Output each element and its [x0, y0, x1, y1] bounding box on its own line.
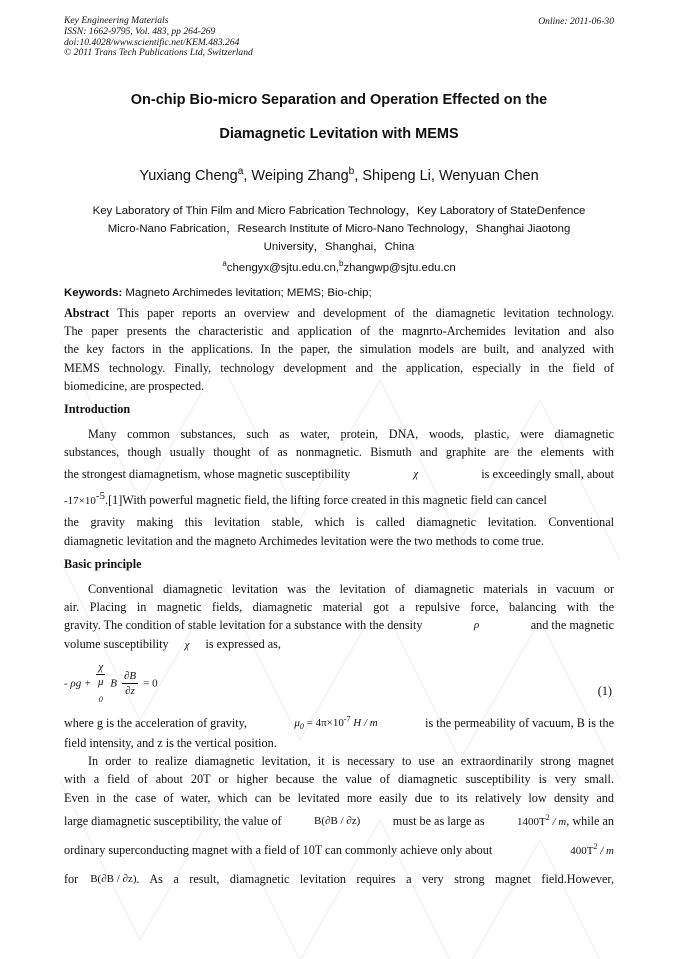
- equation-number: (1): [597, 684, 612, 698]
- author-emails: [64, 259, 614, 274]
- author-1: Yuxiang Cheng: [139, 168, 238, 184]
- basic-principle-body: [64, 580, 614, 653]
- intro-line-1: Many common substances, such as water, protein, DNA, woods, plastic, were diamagnetic: [88, 427, 614, 441]
- intro-line-6: diamagnetic levitation and the magneto Archimedes levitation were the two methods to come true.: [64, 533, 544, 548]
- keywords: [64, 287, 372, 299]
- author-2-sup: b: [348, 166, 355, 178]
- abstract-line-1: Abstract This paper reports an overview and development of the diamagnetic levitation technology.: [64, 306, 614, 320]
- paper-title-line-2: Diamagnetic Levitation with MEMS: [219, 126, 459, 142]
- keywords-text: Magneto Archimedes levitation; MEMS; Bio-chip;: [125, 287, 372, 299]
- online-date: Online: 2011-06-30: [538, 16, 614, 27]
- paper-title-line-1: On-chip Bio-micro Separation and Operation Effected on the: [130, 92, 548, 108]
- author-rest: , Shipeng Li, Wenyuan Chen: [354, 168, 539, 184]
- author-list: Yuxiang Cheng$^a$, Weiping Zhang$^b$, Shipeng Li, Wenyuan Chen: [139, 166, 539, 184]
- email-b-sup: b: [339, 259, 344, 269]
- author-1-sup: a: [237, 166, 244, 178]
- after-eq-line-8: for B(∂B / ∂z) . As a result, diamagnetic levitation requires a very strong magnet field.However,: [64, 871, 614, 886]
- basic-principle-heading: Basic principle: [64, 557, 142, 571]
- introduction-body: [64, 425, 614, 550]
- intro-line-4: $-17\times 10^{-5}.[1]With$ powerful magnetic field, the lifting force created in this magnetic field can cancel: [64, 490, 547, 508]
- email-b[interactable]: zhangwp@sjtu.edu.cn: [343, 262, 456, 274]
- abstract-label: Abstract: [64, 306, 110, 320]
- doi-line: doi:10.4028/www.scientific.net/KEM.483.264: [64, 36, 240, 48]
- affiliation: [64, 202, 614, 256]
- intro-line-5: the gravity making this levitation stable, which is called diamagnetic levitation. Conventional: [64, 515, 614, 530]
- equation-1: - ρg + χ μ $_0$ B $\frac{\partial B}{\partial z}$ = 0: [64, 660, 158, 707]
- after-eq-line-1: where g is the acceleration of gravity, $\mu_0 = 4\pi\times 10^{-7}$ H / m is the permeability of vacuum, B is the: [64, 714, 614, 732]
- abstract-line-3: the key factors in the applications. In the paper, the simulation models are built, and analyzed with: [64, 342, 614, 357]
- copyright-line: © 2011 Trans Tech Publications Ltd, Switzerland: [64, 47, 253, 59]
- abstract-line-2: The paper presents the characteristic and application of the magnrto-Archemides levitation and also: [64, 324, 614, 339]
- basic-line-4: volume susceptibility χ is expressed as,: [64, 636, 281, 651]
- introduction-heading: Introduction: [64, 402, 131, 416]
- after-eq-line-5: Even in the case of water, which can be levitated more easily due to its relatively low density and: [64, 790, 614, 805]
- email-a[interactable]: chengyx@sjtu.edu.cn,: [226, 262, 339, 274]
- basic-line-3: gravity. The condition of stable levitation for a substance with the density ρ and the magnetic: [64, 618, 614, 633]
- intro-line-2: substances, though usually thought of as nonmagnetic. Bismuth and graphite are the elements with: [64, 445, 614, 460]
- basic-line-2: air. Placing in magnetic fields, diamagnetic material got a repulsive force, balancing with the: [64, 600, 614, 615]
- affiliation-line-2: Micro-Nano Fabrication，Research Institute of Micro-Nano Technology，Shanghai Jiaotong: [107, 223, 571, 235]
- eq-frac-dB-dz: $\frac{\partial B}{\partial z}$: [123, 670, 137, 698]
- journal-name: Key Engineering Materials: [64, 15, 169, 26]
- abstract-line-5: biomedicine, are prospected.: [64, 378, 205, 393]
- abstract-line-4: MEMS technology. Finally, technology development and the application, especially in the field of: [64, 360, 614, 375]
- abstract: [64, 304, 614, 395]
- after-eq-line-4: with a field of about 20T or higher because the value of diamagnetic susceptibility is very small.: [64, 772, 614, 787]
- keywords-label: Keywords:: [64, 287, 123, 299]
- intro-line-3: the strongest diamagnetism, whose magnetic susceptibility χ is exceedingly small, about: [64, 467, 614, 482]
- eq-frac-chi-mu: χ μ $_0$: [98, 661, 104, 705]
- affiliation-line-1: Key Laboratory of Thin Film and Micro Fabrication Technology，Key Laboratory of StateDenfence: [92, 205, 586, 217]
- after-equation-body: [64, 712, 614, 893]
- after-eq-line-6: large diamagnetic susceptibility, the value of B(∂B / ∂z) must be as large as $1400T^2$ / m, while an: [64, 812, 614, 828]
- email-a-sup: a: [222, 259, 227, 269]
- after-eq-line-7: ordinary superconducting magnet with a field of 10T can commonly achieve only about $400T^2$ / m: [64, 841, 614, 857]
- after-eq-line-3: In order to realize diamagnetic levitation, it is necessary to use an extraordinarily strong magnet: [88, 754, 614, 769]
- after-eq-line-2: field intensity, and z is the vertical position.: [64, 736, 277, 750]
- author-2: Weiping Zhang: [251, 168, 349, 184]
- basic-line-1: Conventional diamagnetic levitation was the levitation of diamagnetic materials in vacuum or: [88, 582, 614, 596]
- journal-header: [64, 16, 253, 59]
- affiliation-line-3: University，Shanghai，China: [263, 241, 415, 253]
- issn-line: ISSN: 1662-9795, Vol. 483, pp 264-269: [64, 25, 216, 37]
